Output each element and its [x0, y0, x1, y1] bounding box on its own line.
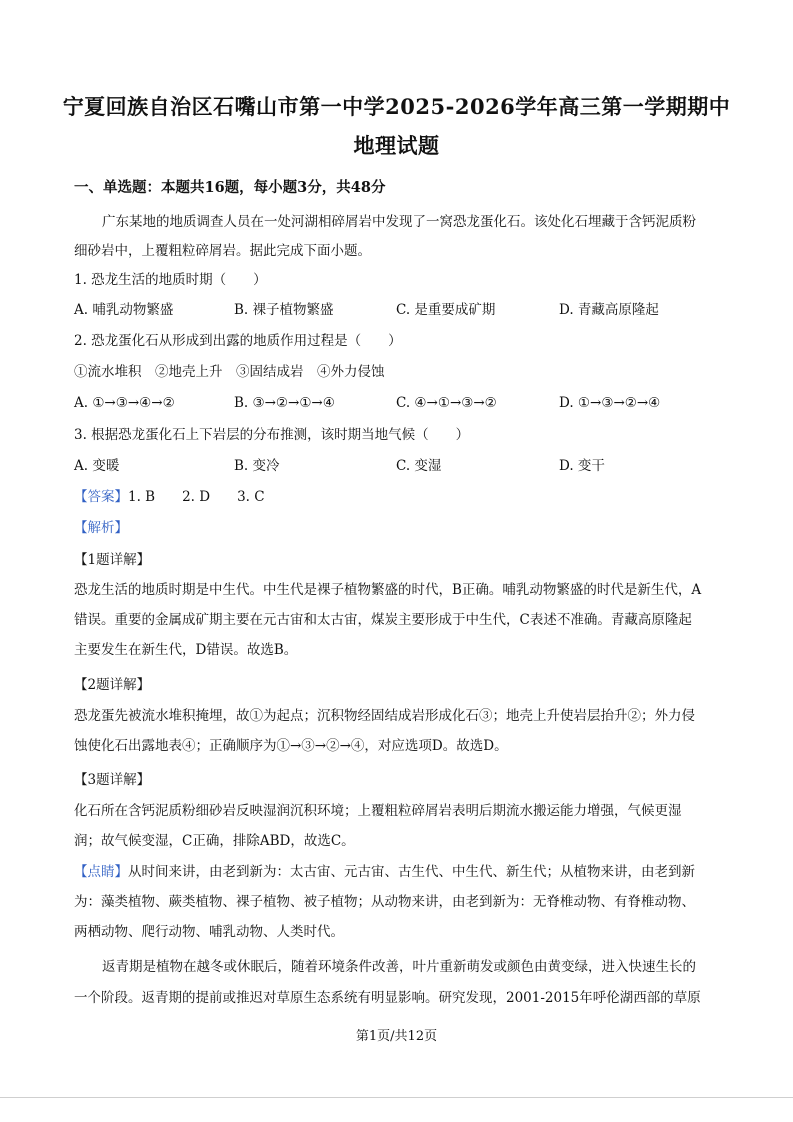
q1-option-a: A. 哺乳动物繁盛 — [74, 302, 174, 318]
q1-option-c: C. 是重要成矿期 — [396, 302, 496, 318]
passage1-line: 细砂岩中，上覆粗粒碎屑岩。据此完成下面小题。 — [74, 243, 371, 259]
answer-row — [74, 487, 724, 507]
tip-line: 从时间来讲，由老到新为：太古宙、元古宙、古生代、中生代、新生代；从植物来讲，由老到新 — [128, 864, 695, 880]
q3-option-c: C. 变湿 — [396, 458, 442, 474]
question-2-items: ①流水堆积 ②地壳上升 ③固结成岩 ④外力侵蚀 — [74, 364, 385, 380]
detail3-label: 【3题详解】 — [74, 772, 151, 788]
page-bottom-divider — [0, 1097, 793, 1098]
q2-option-b: B. ③→②→①→④ — [234, 395, 335, 411]
tip-row — [74, 862, 724, 882]
detail3-line: 化石所在含钙泥质粉细砂岩反映湿润沉积环境；上覆粗粒碎屑岩表明后期流水搬运能力增强，气候更湿 — [74, 803, 682, 819]
q2-option-a: A. ①→③→④→② — [74, 395, 175, 411]
exam-subtitle: 地理试题 — [353, 133, 440, 158]
detail2-label: 【2题详解】 — [74, 677, 151, 693]
detail1-label: 【1题详解】 — [74, 552, 151, 568]
page-number: 第1页/共12页 — [355, 1029, 438, 1044]
detail1-line: 错误。重要的金属成矿期主要在元古宙和太古宙，煤炭主要形成于中生代，C表述不准确。青藏高原隆起 — [74, 612, 692, 628]
tip-line: 为：藻类植物、蕨类植物、裸子植物、被子植物；从动物来讲，由老到新为：无脊椎动物、有脊椎动物、 — [74, 894, 695, 910]
detail2-line: 蚀使化石出露地表④；正确顺序为①→③→②→④，对应选项D。故选D。 — [74, 738, 508, 754]
question-3-stem: 3. 根据恐龙蛋化石上下岩层的分布推测，该时期当地气候（ ） — [74, 427, 470, 443]
q3-option-d: D. 变干 — [559, 458, 605, 474]
section-heading: 一、单选题：本题共16题，每小题3分，共48分 — [74, 179, 386, 196]
passage1-line: 广东某地的地质调查人员在一处河湖相碎屑岩中发现了一窝恐龙蛋化石。该处化石埋藏于含钙泥质粉 — [102, 214, 696, 230]
q3-option-a: A. 变暖 — [74, 458, 120, 474]
tip-label: 【点睛】 — [74, 864, 128, 880]
q1-option-d: D. 青藏高原隆起 — [559, 302, 659, 318]
exam-title: 宁夏回族自治区石嘴山市第一中学2025-2026学年高三第一学期期中 — [62, 94, 731, 119]
q2-option-c: C. ④→①→③→② — [396, 395, 497, 411]
detail1-line: 主要发生在新生代，D错误。故选B。 — [74, 642, 298, 658]
q3-option-b: B. 变冷 — [234, 458, 280, 474]
detail2-line: 恐龙蛋先被流水堆积掩埋，故①为起点；沉积物经固结成岩形成化石③；地壳上升使岩层抬升②；外力侵 — [74, 708, 695, 724]
q1-option-b: B. 裸子植物繁盛 — [234, 302, 334, 318]
passage2-line: 一个阶段。返青期的提前或推迟对草原生态系统有明显影响。研究发现，2001-2015年呼伦湖西部的草原 — [74, 990, 701, 1006]
question-1-stem: 1. 恐龙生活的地质时期（ ） — [74, 272, 267, 288]
detail3-line: 润；故气候变湿，C正确，排除ABD，故选C。 — [74, 833, 355, 849]
answer-values: 1. B 2. D 3. C — [128, 489, 265, 505]
answer-label: 【答案】 — [74, 489, 128, 505]
tip-line: 两栖动物、爬行动物、哺乳动物、人类时代。 — [74, 924, 344, 940]
question-2-stem: 2. 恐龙蛋化石从形成到出露的地质作用过程是（ ） — [74, 333, 402, 349]
passage2-line: 返青期是植物在越冬或休眠后，随着环境条件改善，叶片重新萌发或颜色由黄变绿，进入快速生长的 — [102, 959, 696, 975]
q2-option-d: D. ①→③→②→④ — [559, 395, 661, 411]
analysis-label: 【解析】 — [74, 520, 128, 536]
detail1-line: 恐龙生活的地质时期是中生代。中生代是裸子植物繁盛的时代，B正确。哺乳动物繁盛的时代是新生代，A — [74, 582, 702, 598]
